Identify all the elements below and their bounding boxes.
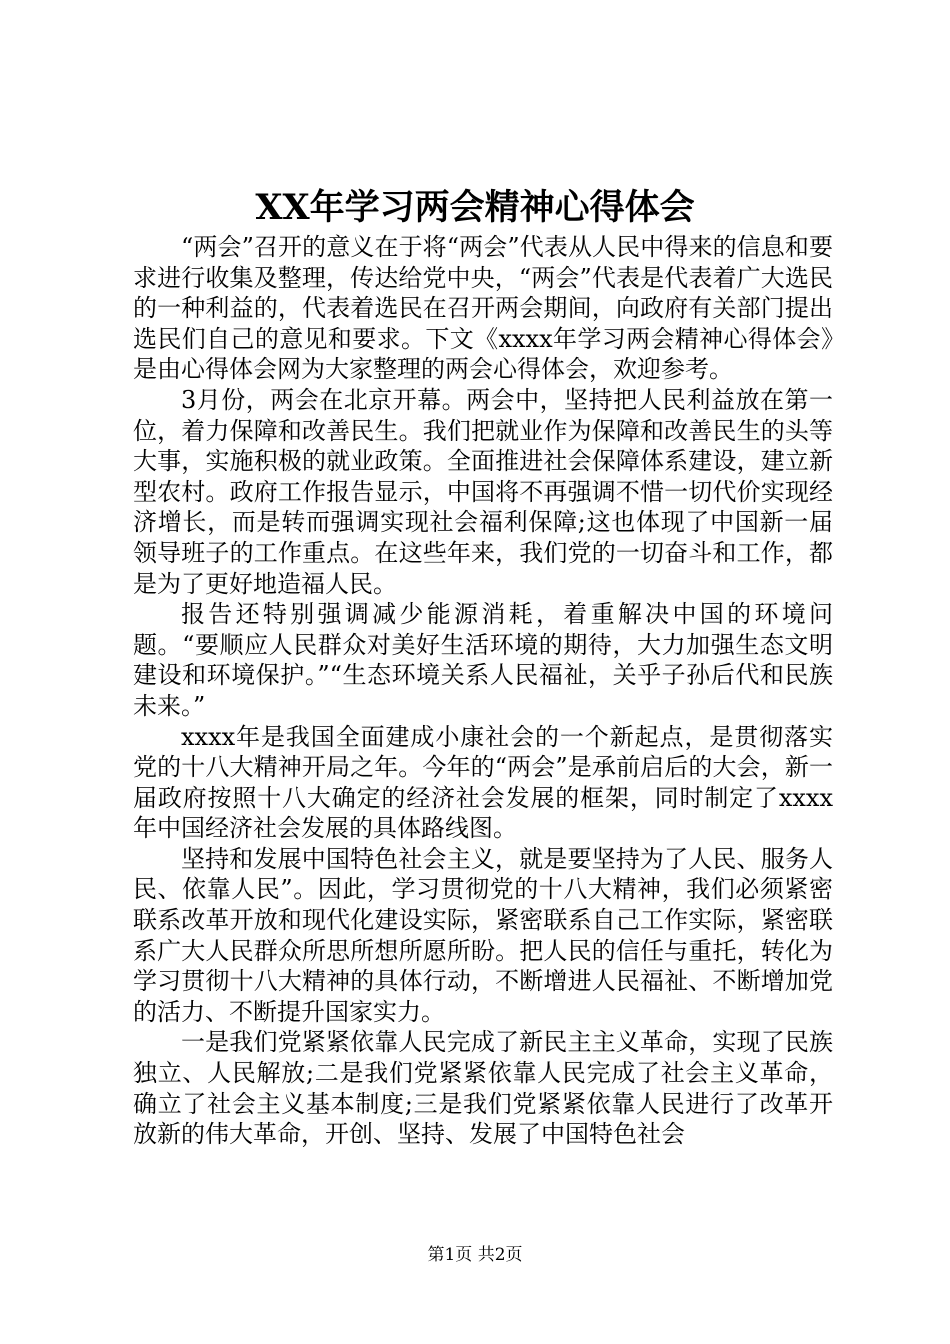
paragraph-5: 坚持和发展中国特色社会主义，就是要坚持为了人民、服务人民、依靠人民”。因此，学习贯彻党的十八大精神，我们必须紧密联系改革开放和现代化建设实际，紧密联系自己工作实际，紧密联系广大人民群众所思所想所愿所盼。把人民的信任与重托，转化为学习贯彻十八大精神的具体行动，不断增进人民福祉、不断增加党的活力、不断提升国家实力。 [133,844,833,1026]
paragraph-2: 3月份，两会在北京开幕。两会中，坚持把人民利益放在第一位，着力保障和改善民生。我们把就业作为保障和改善民生的头等大事，实施积极的就业政策。全面推进社会保障体系建设，建立新型农村。政府工作报告显示，中国将不再强调不惜一切代价实现经济增长，而是转而强调实现社会福利保障;这也体现了中国新一届领导班子的工作重点。在这些年来，我们党的一切奋斗和工作，都是为了更好地造福人民。 [133,385,833,598]
paragraph-1: “两会”召开的意义在于将“两会”代表从人民中得来的信息和要求进行收集及整理，传达给党中央，“两会”代表是代表着广大选民的一种利益的，代表着选民在召开两会期间，向政府有关部门提出选民们自己的意见和要求。下文《xxxx年学习两会精神心得体会》是由心得体会网为大家整理的两会心得体会，欢迎参考。 [133,233,833,384]
document-title: XX年学习两会精神心得体会 [255,187,695,228]
paragraph-6: 一是我们党紧紧依靠人民完成了新民主主义革命，实现了民族独立、人民解放;二是我们党紧紧依靠人民完成了社会主义革命，确立了社会主义基本制度;三是我们党紧紧依靠人民进行了改革开放新的伟大革命，开创、坚持、发展了中国特色社会 [133,1028,833,1149]
page-number-footer: 第1页 共2页 [427,1245,523,1265]
document-body [133,232,833,1150]
paragraph-4: xxxx年是我国全面建成小康社会的一个新起点，是贯彻落实党的十八大精神开局之年。今年的“两会”是承前启后的大会，新一届政府按照十八大确定的经济社会发展的框架，同时制定了xxxx年中国经济社会发展的具体路线图。 [133,722,833,843]
paragraph-3: 报告还特别强调减少能源消耗，着重解决中国的环境问题。“要顺应人民群众对美好生活环境的期待，大力加强生态文明建设和环境保护。”“生态环境关系人民福祉，关乎子孙后代和民族未来。” [133,600,833,720]
